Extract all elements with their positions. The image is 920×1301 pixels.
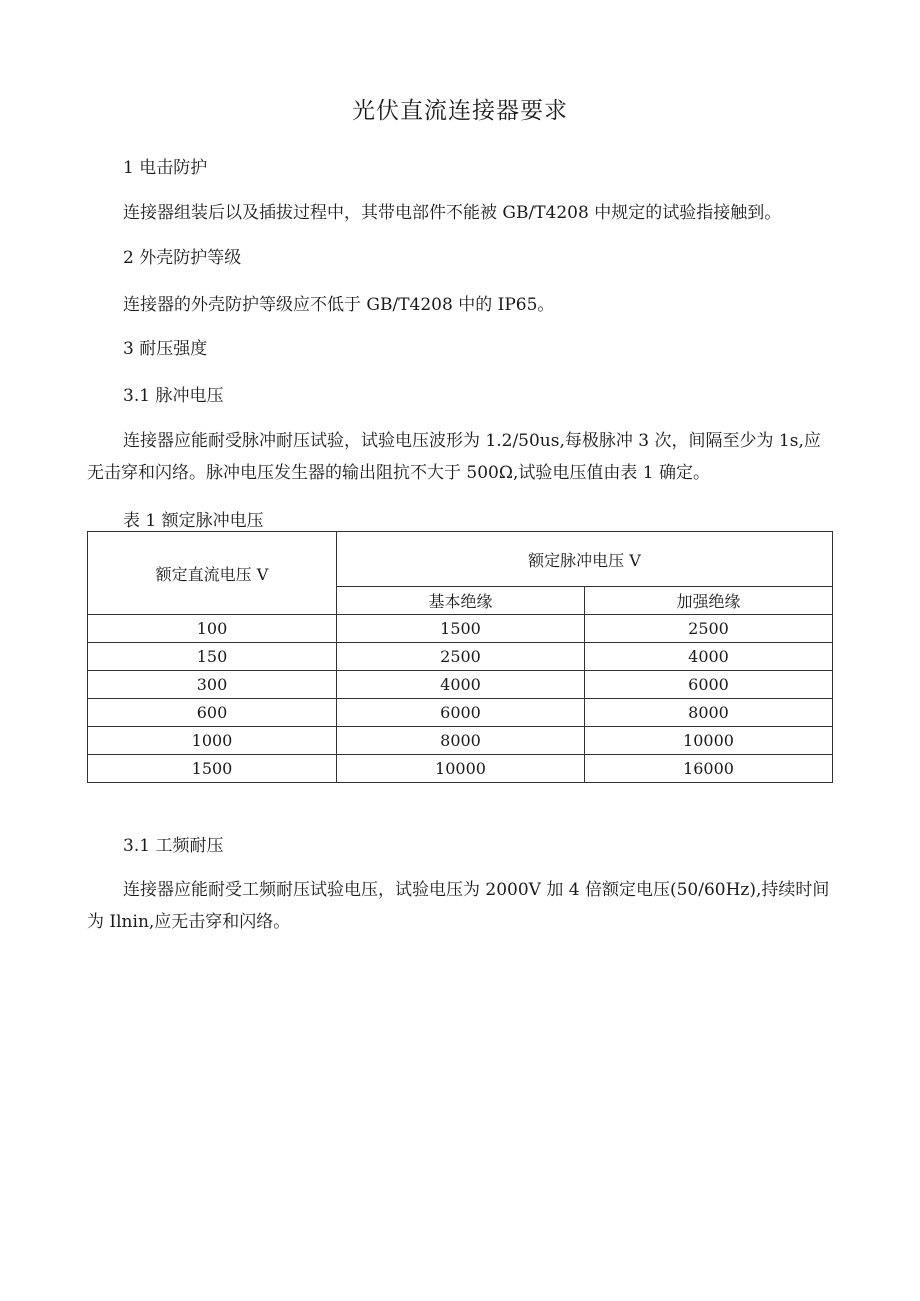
cell-basic: 6000 — [337, 699, 585, 727]
section-1-body: 连接器组装后以及插拔过程中，其带电部件不能被 GB/T4208 中规定的试验指接触到。 — [123, 203, 782, 223]
section-3-2-heading: 3.1 工频耐压 — [123, 836, 224, 856]
cell-reinforced: 4000 — [585, 643, 833, 671]
header-reinforced-insulation: 加强绝缘 — [585, 587, 833, 615]
table-row — [88, 699, 833, 727]
cell-basic: 2500 — [337, 643, 585, 671]
table-row — [88, 755, 833, 783]
cell-dc: 150 — [88, 643, 337, 671]
cell-basic: 10000 — [337, 755, 585, 783]
section-3-heading: 3 耐压强度 — [123, 339, 208, 359]
section-3-1-body: 连接器应能耐受脉冲耐压试验，试验电压波形为 1.2∕50us,每极脉冲 3 次，间隔至少为 1s,应无击穿和闪络。脉冲电压发生器的输出阻抗不大于 500Ω,试验电压值由表 1 确定。 — [87, 431, 821, 483]
cell-reinforced: 16000 — [585, 755, 833, 783]
header-rated-dc-voltage: 额定直流电压 V — [88, 532, 337, 615]
table-caption: 表 1 额定脉冲电压 — [123, 511, 264, 531]
cell-reinforced: 8000 — [585, 699, 833, 727]
section-3-1-heading: 3.1 脉冲电压 — [123, 386, 224, 406]
header-rated-impulse-voltage: 额定脉冲电压 V — [337, 532, 833, 587]
impulse-voltage-table — [87, 531, 833, 783]
table-header-row — [88, 532, 833, 587]
section-2-body: 连接器的外壳防护等级应不低于 GB/T4208 中的 IP65。 — [123, 295, 555, 315]
cell-basic: 4000 — [337, 671, 585, 699]
header-basic-insulation: 基本绝缘 — [337, 587, 585, 615]
section-1-heading: 1 电击防护 — [123, 158, 208, 178]
cell-basic: 8000 — [337, 727, 585, 755]
cell-reinforced: 10000 — [585, 727, 833, 755]
table-row — [88, 615, 833, 643]
table-row — [88, 727, 833, 755]
cell-dc: 100 — [88, 615, 337, 643]
cell-dc: 300 — [88, 671, 337, 699]
cell-reinforced: 6000 — [585, 671, 833, 699]
cell-basic: 1500 — [337, 615, 585, 643]
section-2-heading: 2 外壳防护等级 — [123, 248, 242, 268]
cell-dc: 1000 — [88, 727, 337, 755]
cell-reinforced: 2500 — [585, 615, 833, 643]
cell-dc: 600 — [88, 699, 337, 727]
page-title: 光伏直流连接器要求 — [352, 98, 568, 124]
section-3-2-body: 连接器应能耐受工频耐压试验电压，试验电压为 2000V 加 4 倍额定电压(50/60Hz),持续时间为 Ilnin,应无击穿和闪络。 — [87, 880, 830, 932]
table-row — [88, 643, 833, 671]
cell-dc: 1500 — [88, 755, 337, 783]
table-row — [88, 671, 833, 699]
